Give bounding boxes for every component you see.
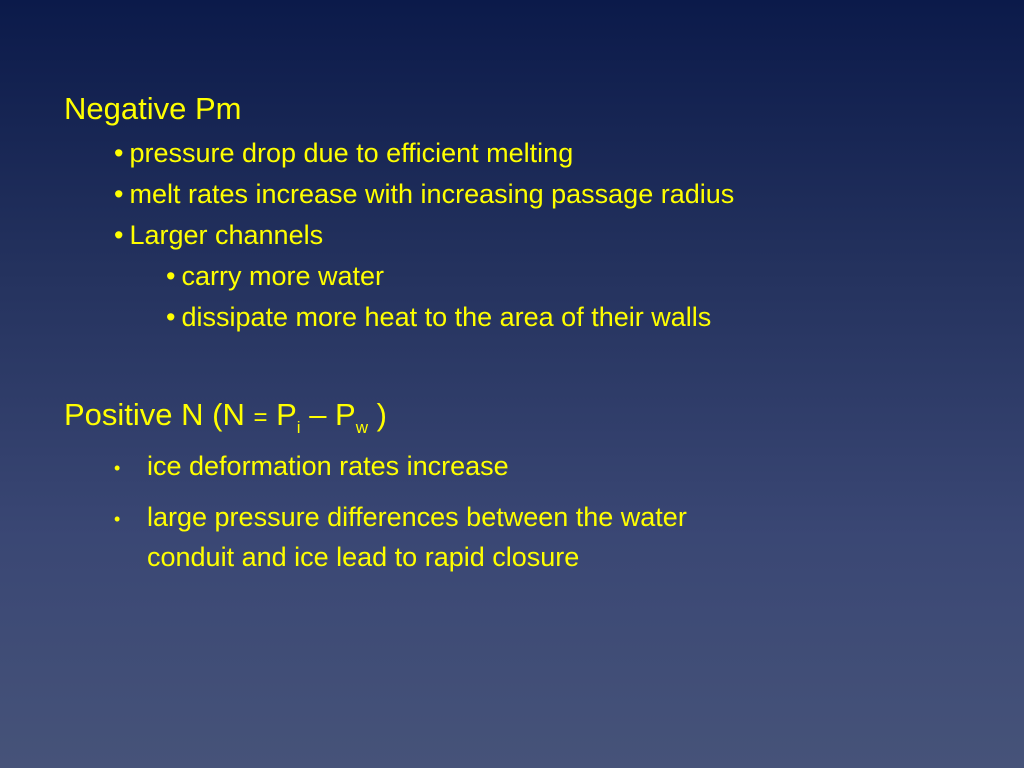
bullet-text: dissipate more heat to the area of their walls <box>181 302 712 332</box>
heading-text: P <box>267 397 297 432</box>
equals-sign: = <box>253 404 268 431</box>
bullet-item-1 <box>114 140 573 167</box>
subscript-i: i <box>296 418 301 437</box>
bullet-icon: • <box>166 261 176 291</box>
heading-text: ) <box>368 397 387 432</box>
bullet-icon: • <box>166 302 176 332</box>
sub-bullet-item-2 <box>166 304 711 331</box>
bullet-icon: • <box>114 220 124 250</box>
bullet-text: melt rates increase with increasing passage radius <box>129 179 735 209</box>
bullet-text-ice-deformation: ice deformation rates increase <box>147 451 509 481</box>
bullet-icon: • <box>114 179 124 209</box>
heading-text: Positive N (N <box>64 397 254 432</box>
bullet-icon: • <box>114 458 121 478</box>
bullet-item-2 <box>114 181 734 208</box>
bullet-text-pressure-differences-line2: conduit and ice lead to rapid closure <box>147 542 580 572</box>
bullet-text: pressure drop due to efficient melting <box>129 138 574 168</box>
bullet-text: Larger channels <box>129 220 324 250</box>
heading-positive-n <box>64 397 387 437</box>
bullet-icon: • <box>114 509 121 529</box>
bullet-icon: • <box>114 138 124 168</box>
bullet-text: carry more water <box>181 261 384 291</box>
bullet-item-3 <box>114 222 323 249</box>
sub-bullet-item-1 <box>166 263 384 290</box>
subscript-w: w <box>355 418 369 437</box>
bullet-text-pressure-differences-line1: large pressure differences between the water <box>147 502 687 532</box>
heading-negative-pm: Negative Pm <box>64 91 242 126</box>
heading-text: – P <box>300 397 356 432</box>
